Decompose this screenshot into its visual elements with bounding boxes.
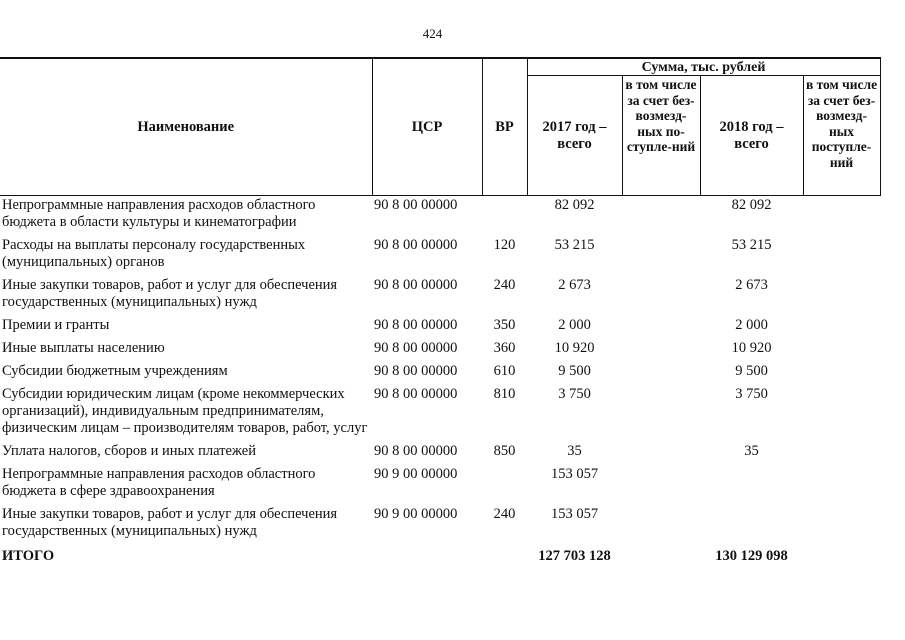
row-2018-free	[803, 236, 880, 276]
total-row	[0, 545, 880, 570]
header-csr: ЦСР	[372, 58, 482, 196]
row-2017-free	[622, 362, 700, 385]
row-2017-total: 53 215	[554, 237, 595, 253]
row-csr: 90 8 00 00000	[374, 443, 458, 459]
row-vr: 610	[493, 363, 516, 379]
row-2018-total	[700, 505, 803, 545]
budget-table	[0, 57, 881, 570]
table-row	[0, 362, 880, 385]
row-vr: 350	[493, 317, 516, 333]
row-2017-free	[622, 442, 700, 465]
row-name: Непрограммные направления расходов областного бюджета в области культуры и кинематографии	[2, 197, 316, 230]
page-number: 424	[422, 26, 443, 41]
row-2018-free	[803, 316, 880, 339]
row-2018-total: 82 092	[731, 197, 772, 213]
table-row	[0, 505, 880, 545]
row-2017-total: 35	[567, 443, 582, 459]
row-2018-total	[700, 465, 803, 505]
row-2018-free	[803, 385, 880, 442]
header-name: Наименование	[0, 58, 372, 196]
row-2018-total: 2 000	[735, 317, 768, 333]
row-2018-total: 53 215	[731, 237, 772, 253]
row-vr	[482, 465, 527, 505]
row-csr: 90 8 00 00000	[374, 363, 458, 379]
row-2018-free	[803, 196, 880, 237]
row-2017-total: 153 057	[550, 506, 599, 522]
row-vr: 240	[493, 277, 516, 293]
total-2018-free	[803, 545, 880, 570]
row-2017-total: 3 750	[558, 386, 591, 402]
row-name: Субсидии бюджетным учреждениям	[2, 363, 228, 379]
row-2017-total: 82 092	[554, 197, 595, 213]
table-row	[0, 442, 880, 465]
row-csr: 90 8 00 00000	[374, 197, 458, 213]
row-name: Расходы на выплаты персоналу государственных (муниципальных) органов	[2, 237, 306, 270]
row-name: Иные выплаты населению	[2, 340, 165, 356]
total-vr	[482, 545, 527, 570]
row-2018-total: 35	[744, 443, 759, 459]
row-name: Уплата налогов, сборов и иных платежей	[2, 443, 256, 459]
table-row	[0, 276, 880, 316]
row-2018-total: 10 920	[731, 340, 772, 356]
row-2017-total: 10 920	[554, 340, 595, 356]
row-vr	[482, 196, 527, 237]
row-2017-free	[622, 465, 700, 505]
row-csr: 90 8 00 00000	[374, 386, 458, 402]
row-name: Иные закупки товаров, работ и услуг для обеспечения государственных (муниципальных) нужд	[2, 506, 338, 539]
row-name: Иные закупки товаров, работ и услуг для обеспечения государственных (муниципальных) нужд	[2, 277, 338, 310]
row-2018-total: 9 500	[735, 363, 768, 379]
row-2017-free	[622, 505, 700, 545]
row-2018-free	[803, 362, 880, 385]
row-2018-free	[803, 505, 880, 545]
row-2017-total: 2 673	[558, 277, 591, 293]
row-csr: 90 8 00 00000	[374, 237, 458, 253]
table-row	[0, 339, 880, 362]
row-2017-total: 153 057	[550, 466, 599, 482]
row-name: Премии и гранты	[2, 317, 110, 333]
row-2017-free	[622, 236, 700, 276]
row-csr: 90 8 00 00000	[374, 317, 458, 333]
total-2017-free	[622, 545, 700, 570]
row-2018-total: 2 673	[735, 277, 768, 293]
table-row	[0, 196, 880, 237]
row-vr: 360	[493, 340, 516, 356]
row-2018-free	[803, 276, 880, 316]
total-2017: 127 703 128	[538, 548, 611, 564]
row-2018-free	[803, 465, 880, 505]
row-2017-free	[622, 276, 700, 316]
row-vr: 810	[493, 386, 516, 402]
header-2017-free: в том числе за счет без-возмезд-ных по-ступле-ний	[622, 76, 700, 196]
row-name: Непрограммные направления расходов областного бюджета в сфере здравоохранения	[2, 466, 316, 499]
row-vr: 850	[493, 443, 516, 459]
row-vr: 240	[493, 506, 516, 522]
row-2018-free	[803, 339, 880, 362]
row-vr: 120	[493, 237, 516, 253]
table-row	[0, 316, 880, 339]
header-2017-total: 2017 год – всего	[527, 76, 622, 196]
row-2017-total: 9 500	[558, 363, 591, 379]
row-2017-free	[622, 339, 700, 362]
row-csr: 90 9 00 00000	[374, 506, 458, 522]
row-2017-free	[622, 385, 700, 442]
table-header	[0, 58, 880, 196]
row-2018-total: 3 750	[735, 386, 768, 402]
row-2017-free	[622, 316, 700, 339]
table-row	[0, 236, 880, 276]
total-csr	[372, 545, 482, 570]
header-vr: ВР	[482, 58, 527, 196]
header-sum-group: Сумма, тыс. рублей	[527, 58, 880, 76]
header-2018-free: в том числе за счет без-возмезд-ных поступле-ний	[803, 76, 880, 196]
row-2017-total: 2 000	[558, 317, 591, 333]
table-row	[0, 385, 880, 442]
row-csr: 90 8 00 00000	[374, 340, 458, 356]
row-csr: 90 9 00 00000	[374, 466, 458, 482]
row-2017-free	[622, 196, 700, 237]
total-label: ИТОГО	[2, 548, 55, 564]
table-body	[0, 196, 880, 571]
row-2018-free	[803, 442, 880, 465]
total-2018: 130 129 098	[715, 548, 788, 564]
table-row	[0, 465, 880, 505]
header-2018-total: 2018 год – всего	[700, 76, 803, 196]
row-name: Субсидии юридическим лицам (кроме некоммерческих организаций), индивидуальным предпринимателям, физическим лицам – производителям товаров, работ, услуг	[2, 386, 368, 436]
row-csr: 90 8 00 00000	[374, 277, 458, 293]
